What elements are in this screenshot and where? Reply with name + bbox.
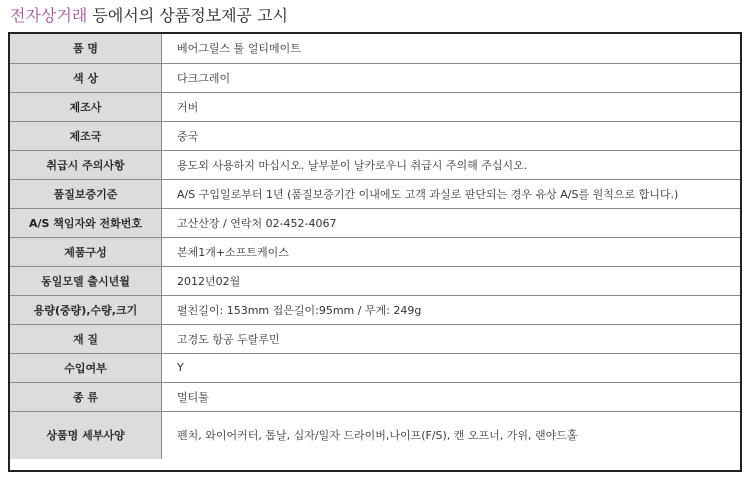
row-label: 제품구성 xyxy=(10,237,162,266)
table-row xyxy=(10,324,740,353)
row-value: 베어그릴스 툴 얼티메이트 xyxy=(162,34,741,63)
row-value: 멀티툴 xyxy=(162,382,741,411)
row-label: 종 류 xyxy=(10,382,162,411)
row-label: 품 명 xyxy=(10,34,162,63)
row-label: 수입여부 xyxy=(10,353,162,382)
row-value: A/S 구입일로부터 1년 (품질보증기간 이내에도 고객 과실로 판단되는 경우 유상 A/S를 원칙으로 합니다.) xyxy=(162,179,741,208)
row-label: 취급시 주의사항 xyxy=(10,150,162,179)
row-value: 고산산장 / 연락처 02-452-4067 xyxy=(162,208,741,237)
row-label: 상품명 세부사양 xyxy=(10,411,162,459)
table-row xyxy=(10,63,740,92)
row-value: 펼친길이: 153mm 접은길이:95mm / 무게: 249g xyxy=(162,295,741,324)
row-label: A/S 책임자와 전화번호 xyxy=(10,208,162,237)
row-label: 제조사 xyxy=(10,92,162,121)
table-row xyxy=(10,382,740,411)
row-label: 제조국 xyxy=(10,121,162,150)
table-row xyxy=(10,121,740,150)
table-row xyxy=(10,208,740,237)
notice-title-accent: 전자상거래 xyxy=(10,6,88,25)
table-row xyxy=(10,353,740,382)
row-label: 동일모델 출시년월 xyxy=(10,266,162,295)
row-value: 본체1개+소프트케이스 xyxy=(162,237,741,266)
row-label: 용량(중량),수량,크기 xyxy=(10,295,162,324)
row-label: 색 상 xyxy=(10,63,162,92)
table-row xyxy=(10,34,740,63)
product-info-table-frame xyxy=(8,32,742,472)
table-row xyxy=(10,92,740,121)
table-row xyxy=(10,179,740,208)
table-row xyxy=(10,150,740,179)
table-row xyxy=(10,295,740,324)
row-value: 거버 xyxy=(162,92,741,121)
row-value: 다크그레이 xyxy=(162,63,741,92)
table-row xyxy=(10,266,740,295)
row-value: 펜치, 와이어커터, 톱날, 십자/일자 드라이버,나이프(F/S), 캔 오프너, 가위, 랜야드홀 xyxy=(162,411,741,459)
notice-title xyxy=(10,4,288,28)
row-value: Y xyxy=(162,353,741,382)
table-row xyxy=(10,237,740,266)
row-label: 품질보증기준 xyxy=(10,179,162,208)
row-value: 중국 xyxy=(162,121,741,150)
row-value: 고경도 항공 두랄루민 xyxy=(162,324,741,353)
notice-title-rest: 등에서의 상품정보제공 고시 xyxy=(87,6,289,25)
product-info-table xyxy=(10,34,740,459)
table-row xyxy=(10,411,740,459)
row-label: 재 질 xyxy=(10,324,162,353)
row-value: 용도외 사용하지 마십시오. 날부분이 날카로우니 취급시 주의해 주십시오. xyxy=(162,150,741,179)
row-value: 2012년02월 xyxy=(162,266,741,295)
